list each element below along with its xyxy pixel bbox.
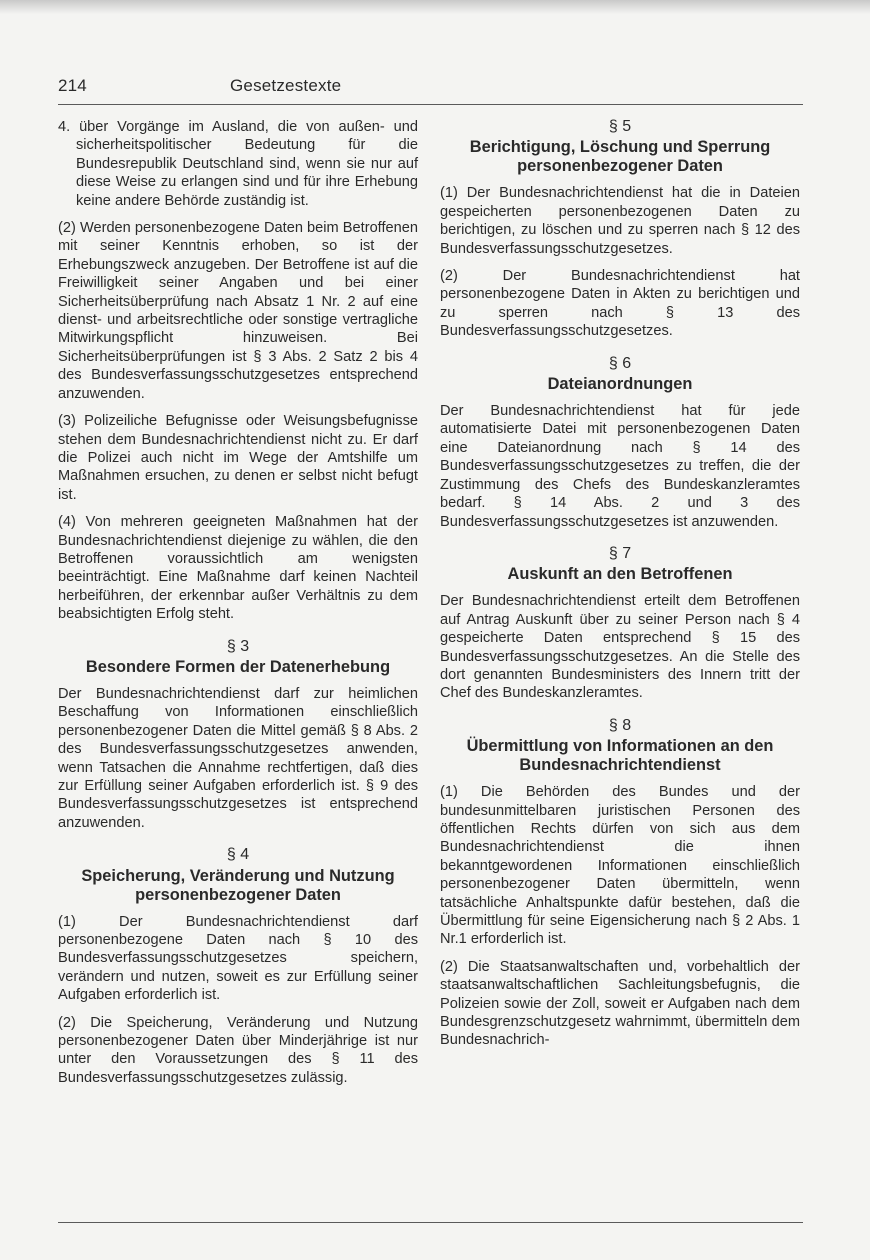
section-5-title: Berichtigung, Löschung und Sperrung personenbezogener Daten	[469, 138, 771, 176]
section-5-paragraph-1: (1) Der Bundesnachrichtendienst hat die in Dateien gespeicherten personenbezogenen Daten zu berichtigen, zu löschen und zu sperren nach § 12 des Bundesverfassungsschutzgesetzes.	[440, 185, 800, 257]
section-6-title: Dateianordnungen	[547, 375, 693, 394]
section-4-paragraph-1: (1) Der Bundesnachrichtendienst darf personenbezogene Daten nach § 10 des Bundesverfassungsschutzgesetzes speichern, verändern und nutzen, soweit es zur Erfüllung seiner Aufgaben erforderlich ist.	[58, 913, 418, 1004]
section-title: Gesetzestexte	[230, 76, 342, 95]
section-7-number: § 7	[608, 544, 632, 562]
section-5-number: § 5	[608, 118, 632, 135]
section-8-paragraph-2: (2) Die Staatsanwaltschaften und, vorbehaltlich der staatsanwaltschaftlichen Sachleitungsbefugnis, die Polizeien sowie der Zoll, soweit er Aufgaben nach dem Bundesgrenzschutzgesetz wahrnimmt, übermitteln dem Bundesnachrich-	[440, 958, 800, 1049]
section-5-paragraph-2: (2) Der Bundesnachrichtendienst hat personenbezogene Daten in Akten zu berichtigen und zu sperren nach § 13 des Bundesverfassungsschutzgesetzes.	[440, 268, 800, 340]
running-head	[58, 76, 803, 105]
scan-edge	[0, 0, 870, 14]
right-column	[440, 118, 800, 1059]
page-number: 214	[58, 76, 87, 95]
section-3-number: § 3	[226, 637, 250, 655]
section-8-number: § 8	[608, 716, 632, 734]
section-7-text: Der Bundesnachrichtendienst erteilt dem Betroffenen auf Antrag Auskunft über zu seiner Person nach § 4 gespeicherte Daten entsprechend § 15 des Bundesverfassungsschutzgesetzes. An die Stelle des dort genannten Bundesministers des Innern tritt der Chef des Bundeskanzleramtes.	[440, 593, 800, 702]
section-8-paragraph-1: (1) Die Behörden des Bundes und der bundesunmittelbaren juristischen Personen des öffentlichen Rechts dürfen von sich aus dem Bundesnachrichtendienst die ihnen bekanntgewordenen Informationen einschließlich personenbezogener Daten übermitteln, wenn tatsächliche Anhaltspunkte dafür bestehen, daß die Übermittlung für seine Eigensicherung nach § 2 Abs. 1 Nr.1 erforderlich ist.	[440, 784, 800, 948]
item-4: 4. über Vorgänge im Ausland, die von außen- und sicherheitspolitischer Bedeutung für die Bundesrepublik Deutschland sind, wenn sie nur auf diese Weise zu erlangen sind und für ihre Erhebung keine andere Behörde zuständig ist.	[58, 119, 418, 209]
paragraph-2-2: (2) Werden personenbezogene Daten beim Betroffenen mit seiner Kenntnis erhoben, so ist der Erhebungszweck anzugeben. Der Betroffene ist auf die Freiwilligkeit seiner Angaben und bei einer Sicherheitsüberprüfung nach Absatz 1 Nr. 2 auf eine dienst- und arbeitsrechtliche oder sonstige vertragliche Mitwirkungspflicht hinzuweisen. Bei Sicherheitsüberprüfungen ist § 3 Abs. 2 Satz 2 bis 4 des Bundesverfassungsschutzgesetzes entsprechend anzuwenden.	[58, 220, 418, 402]
section-6-text: Der Bundesnachrichtendienst hat für jede automatisierte Datei mit personenbezogenen Daten eine Dateianordnung nach § 14 des Bundesverfassungsschutzgesetzes zu treffen, die der Zustimmung des Chefs des Bundeskanzleramtes bedarf. § 14 Abs. 2 und 3 des Bundesverfassungsschutzgesetzes ist anzuwenden.	[440, 403, 800, 530]
section-3-title: Besondere Formen der Datenerhebung	[85, 657, 391, 676]
section-8-heading	[440, 717, 800, 775]
paragraph-2-3: (3) Polizeiliche Befugnisse oder Weisungsbefugnisse stehen dem Bundesnachrichtendienst nicht zu. Er darf die Polizei auch nicht im Wege der Amtshilfe um Maßnahmen ersuchen, zu denen er selbst nicht befugt ist.	[58, 413, 418, 503]
section-4-number: § 4	[226, 846, 250, 864]
section-3-heading	[58, 638, 418, 677]
section-4-paragraph-2: (2) Die Speicherung, Veränderung und Nutzung personenbezogener Daten über Minderjährige ist nur unter den Voraussetzungen des § 11 des Bundesverfassungsschutzgesetzes zulässig.	[58, 1014, 418, 1086]
paragraph-2-4: (4) Von mehreren geeigneten Maßnahmen hat der Bundesnachrichtendienst diejenige zu wählen, die den Betroffenen voraussichtlich am wenigsten beeinträchtigt. Eine Maßnahme darf keinen Nachteil herbeiführen, der erkennbar außer Verhältnis zu dem beabsichtigten Erfolg steht.	[58, 514, 418, 623]
footer-rule	[58, 1222, 803, 1223]
section-4-title: Speicherung, Veränderung und Nutzung personenbezogener Daten	[81, 866, 395, 904]
section-6-heading	[440, 355, 800, 394]
section-7-heading	[440, 545, 800, 584]
section-4-heading	[58, 846, 418, 904]
section-7-title: Auskunft an den Betroffenen	[507, 565, 733, 584]
section-8-title: Übermittlung von Informationen an den Bundesnachrichtendienst	[466, 737, 774, 775]
section-3-text: Der Bundesnachrichtendienst darf zur heimlichen Beschaffung von Informationen einschließlich personenbezogener Daten die Mittel gemäß § 8 Abs. 2 des Bundesverfassungsschutzgesetzes anwenden, wenn Tatsachen die Annahme rechtfertigen, daß dies zur Erfüllung seiner Aufgaben erforderlich ist. § 9 des Bundesverfassungsschutzgesetzes ist entsprechend anzuwenden.	[58, 685, 418, 831]
section-5-heading	[440, 118, 800, 176]
section-6-number: § 6	[608, 354, 632, 372]
left-column	[58, 118, 418, 1096]
